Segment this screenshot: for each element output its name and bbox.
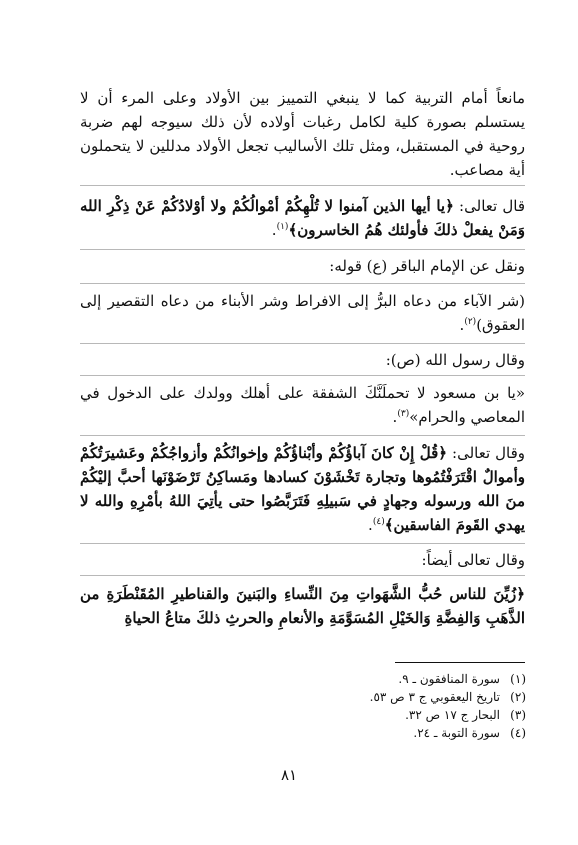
footnote-1 <box>398 670 526 688</box>
paragraph-divider <box>80 543 525 544</box>
intro-text: مانعاً أمام التربية كما لا ينبغي التمييز بين الأولاد وعلى المرء أن لا يستسلم بصورة كلية لكامل رغبات أولاده لأن ذلك سيوجه لهم ضربة روحية في المستقبل، ومثل تلك الأساليب تجعل الأولاد مدللين لا يتحملون أية مصاعب. <box>80 89 525 179</box>
hadith-intro-text: وقال رسول الله (ص): <box>385 351 525 369</box>
hadith-intro-prophet <box>80 348 525 372</box>
quran-verse: ﴿قُلْ إِنْ كانَ آباؤُكُمْ وأبْناؤُكُمْ وإخوانُكُمْ وأزواجُكُمْ وعَشيرَتُكُمْ وأموالٌ اقْتَرَفْتُمُوها وتجارة تَخْشَوْنَ كسادها ومَساكِنُ تَرْضَوْنَها أحبَّ إليْكُمْ منَ الله ورسوله وجهادٍ في سَبيلِهِ فَتَرَبَّصُوا حتى يأتِيَ اللهُ بأمْرِهِ والله لا يهدي القَومَ الفاسقين﴾ <box>80 444 525 534</box>
footnote-text: سورة التوبة ـ ٢٤. <box>413 726 500 740</box>
quran-verse: ﴿يا أيها الذين آمنوا لا تُلْهِكُمْ أمْوالُكُمْ ولا أوْلادُكُمْ عَنْ ذِكْرِ الله وَمَنْ يفعلْ ذلكَ فأولئك هُمُ الخاسرون﴾ <box>80 197 525 239</box>
paragraph-divider <box>80 283 525 284</box>
footnote-text: تاريخ اليعقوبي ج ٣ ص ٥٣. <box>369 690 500 704</box>
footnote-ref: (٢) <box>464 317 477 327</box>
citation-intro: وقال تعالى أيضاً: <box>421 551 525 569</box>
paragraph-divider <box>80 185 525 186</box>
sentence-end: . <box>392 408 398 426</box>
hadith-text: (شر الآباء من دعاه البرُّ إلى الافراط وشر الأبناء من دعاه التقصير إلى العقوق) <box>80 292 525 334</box>
sentence-end: . <box>459 316 465 334</box>
footnote-ref: (٣) <box>397 409 410 419</box>
hadith-intro-text: ونقل عن الإمام الباقر (ع) قوله: <box>329 257 525 275</box>
page-number: ٨١ <box>280 766 298 784</box>
footnote-text: سورة المنافقون ـ ٩. <box>398 672 500 686</box>
footnote-number: (٣) <box>510 708 526 722</box>
sentence-end: . <box>271 221 277 239</box>
hadith-text: «يا بن مسعود لا تحملَنَّكَ الشفقة على أهلك وولدك على الدخول في المعاصي والحرام» <box>80 384 525 426</box>
intro-paragraph <box>80 86 525 182</box>
footnote-text: البحار ج ١٧ ص ٣٢. <box>405 708 500 722</box>
footnote-number: (٢) <box>510 690 526 704</box>
hadith-intro-baqir <box>80 254 525 278</box>
paragraph-divider <box>80 575 525 576</box>
footnote-ref: (٤) <box>372 517 385 527</box>
citation-intro: قال تعالى: <box>453 197 525 215</box>
quran-intro-3 <box>80 548 525 572</box>
quran-citation-2 <box>80 441 525 537</box>
paragraph-divider <box>80 435 525 436</box>
hadith-quote-prophet <box>80 381 525 429</box>
sentence-end: . <box>368 516 373 534</box>
footnote-3 <box>405 706 526 724</box>
paragraph-divider <box>80 375 525 376</box>
footnote-2 <box>370 688 526 706</box>
quran-citation-1 <box>80 194 525 242</box>
paragraph-divider <box>80 343 525 344</box>
footnote-number: (١) <box>510 672 526 686</box>
footnote-rule <box>395 662 525 663</box>
footnote-number: (٤) <box>510 726 526 740</box>
quran-verse: ﴿زُيِّنَ للناس حُبُّ الشَّهَواتِ مِنَ النِّساءِ والبَنينَ والقناطيرِ المُقَنْطَرَةِ من الذَّهَبِ وَالفِضَّةِ وَالخَيْلِ المُسَوَّمَةِ والأنعامِ والحرثِ ذلكَ متاعُ الحياةِ <box>80 585 525 627</box>
footnote-ref: (١) <box>276 222 289 232</box>
footnote-4 <box>413 724 526 742</box>
paragraph-divider <box>80 249 525 250</box>
citation-intro: وقال تعالى: <box>447 444 525 462</box>
quran-citation-3 <box>80 582 525 630</box>
hadith-quote-baqir <box>80 289 525 337</box>
